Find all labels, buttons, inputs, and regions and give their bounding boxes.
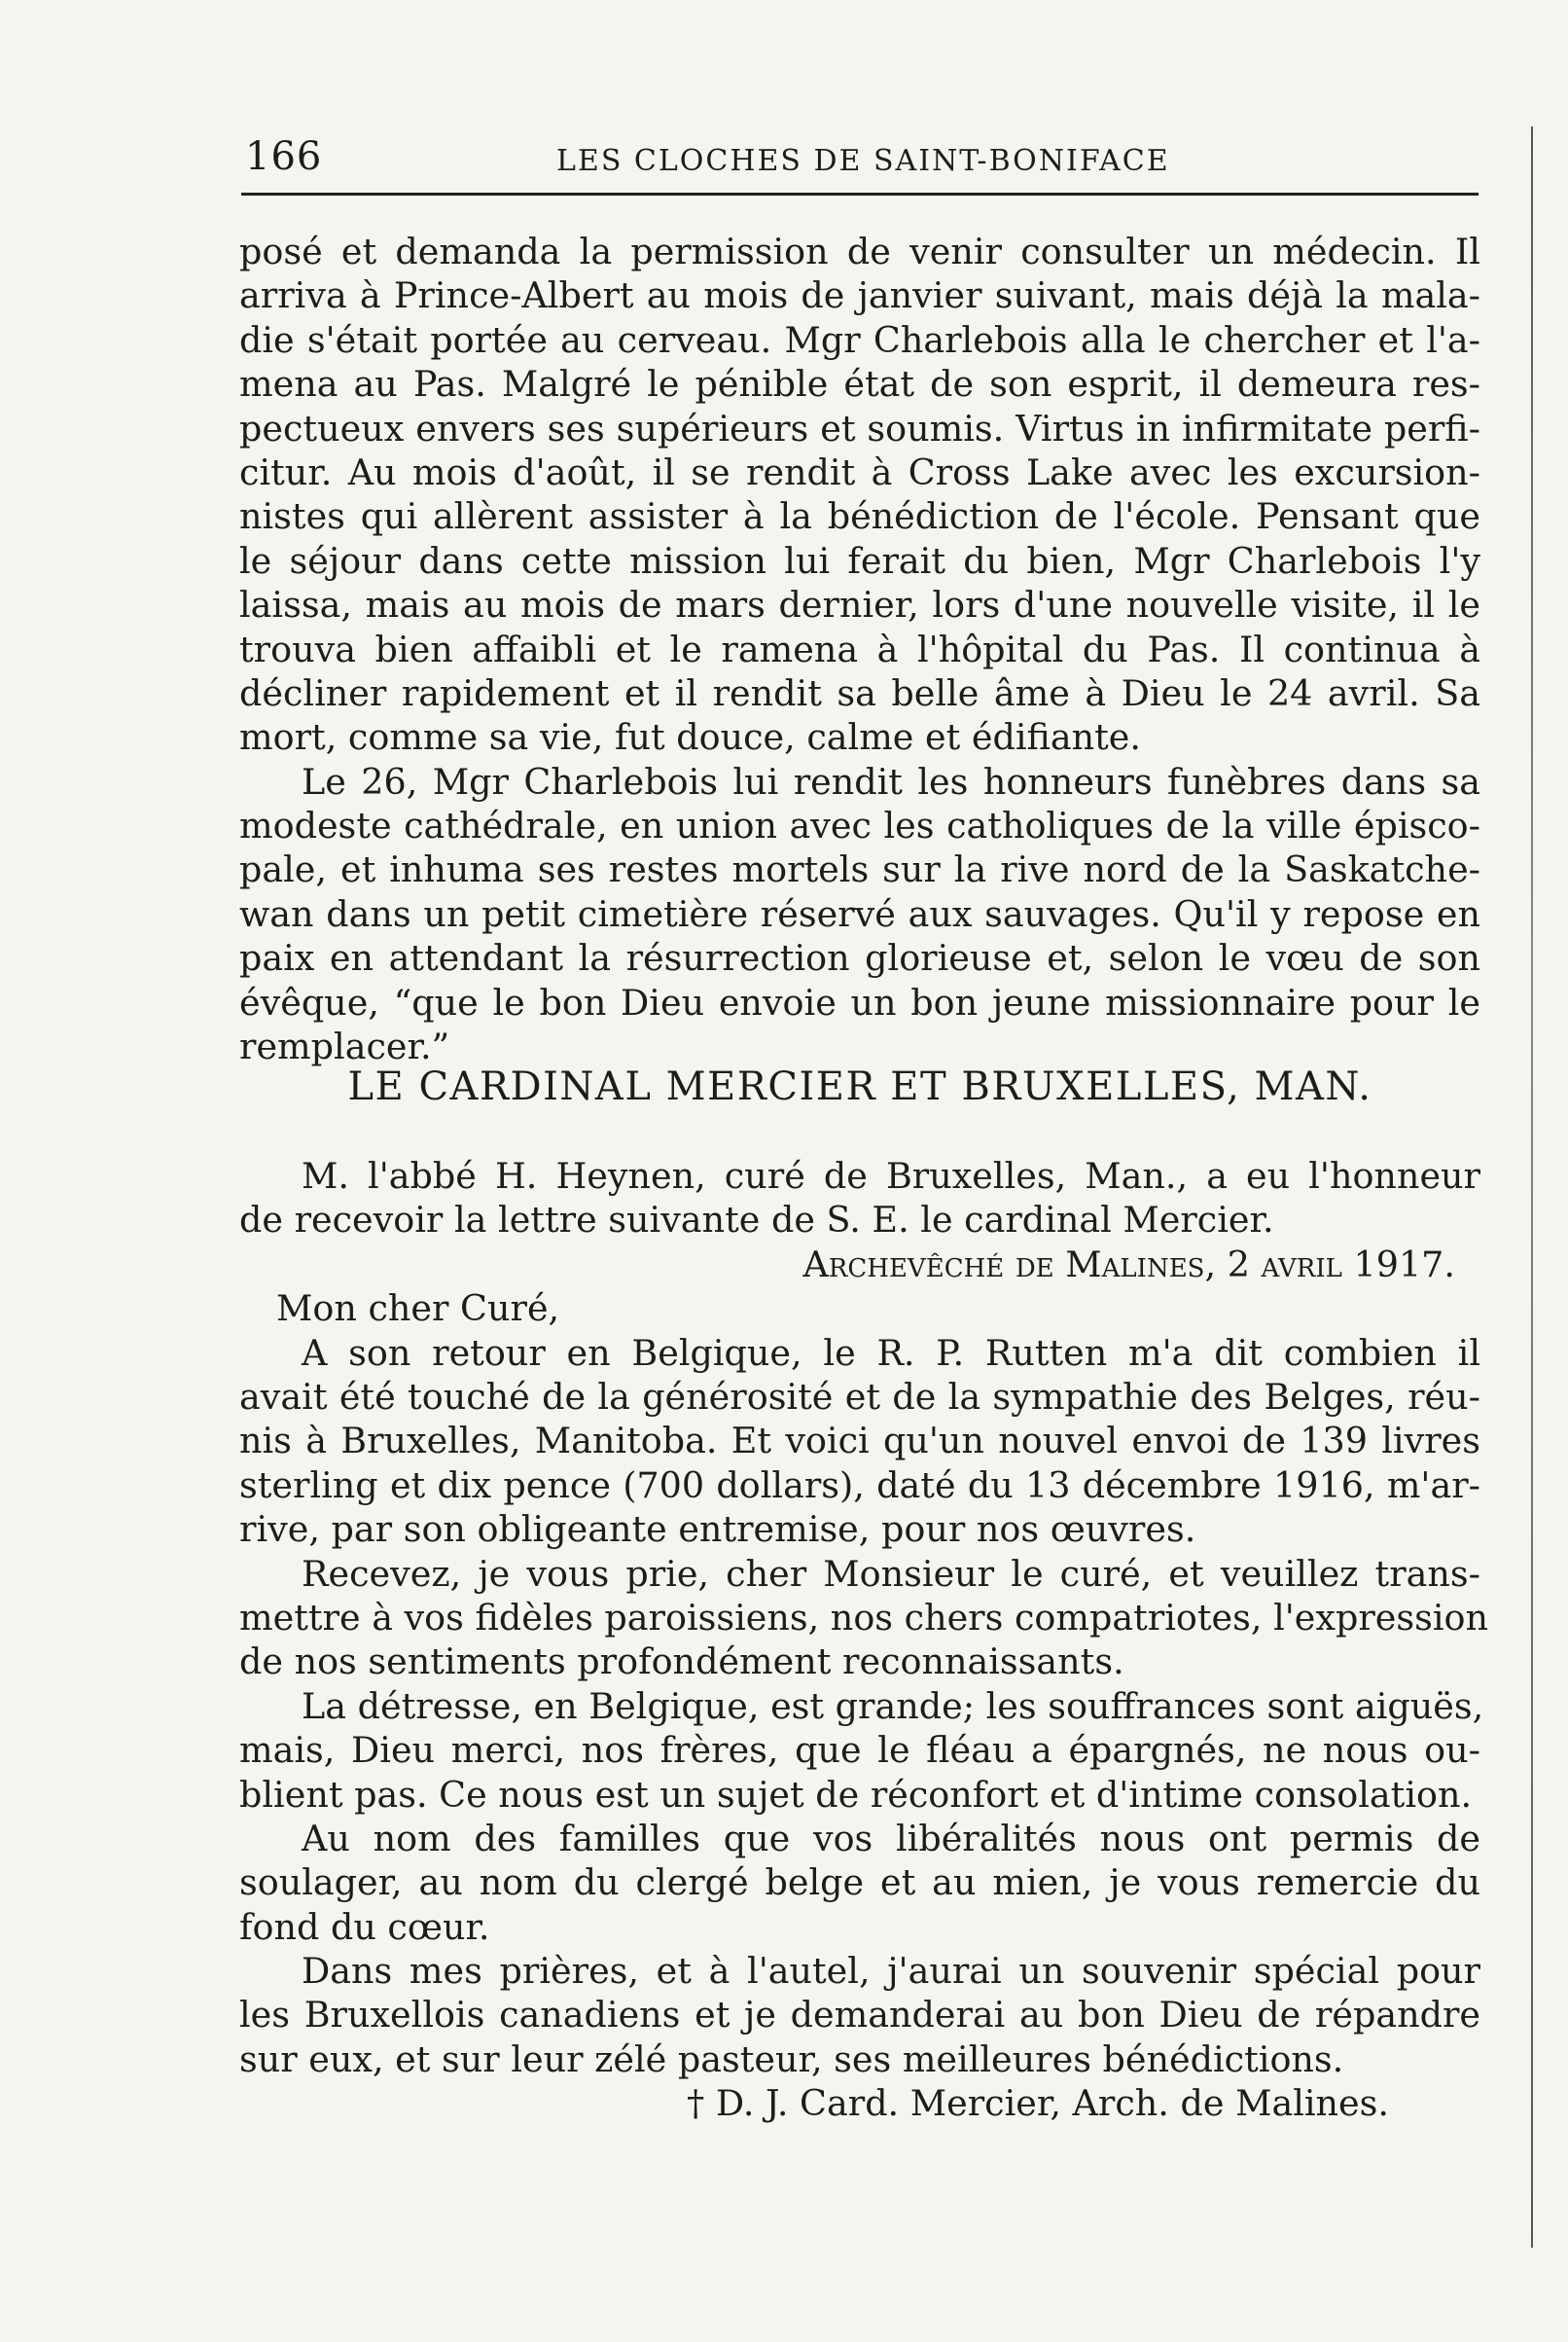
letter-body — [239, 1331, 1489, 2082]
text-line: nistes qui allèrent assister à la bénédiction de l'école. Pensant que — [239, 495, 1480, 538]
text-line: mort, comme sa vie, fut douce, calme et édifiante. — [239, 716, 1142, 759]
text-line: rive, par son obligeante entremise, pour nos œuvres. — [239, 1508, 1196, 1551]
text-line: trouva bien affaibli et le ramena à l'hôpital du Pas. Il continua à — [239, 628, 1480, 670]
letter-section — [239, 1154, 1489, 2126]
section-heading: LE CARDINAL MERCIER ET BRUXELLES, MAN. — [347, 1064, 1372, 1109]
page-edge-shadow — [1531, 126, 1533, 2248]
text-line: laissa, mais au mois de mars dernier, lors d'une nouvelle visite, il le — [239, 584, 1480, 627]
text-line: évêque, “que le bon Dieu envoie un bon jeune missionnaire pour le — [239, 981, 1480, 1024]
letter-paragraph — [239, 1817, 1480, 1949]
letter-signature: † D. J. Card. Mercier, Arch. de Malines. — [687, 2082, 1389, 2125]
text-line: le séjour dans cette mission lui ferait du bien, Mgr Charlebois l'y — [239, 539, 1480, 582]
text-line: de recevoir la lettre suivante de S. E. le cardinal Mercier. — [239, 1199, 1274, 1242]
text-line: modeste cathédrale, en union avec les catholiques de la ville épisco- — [239, 805, 1480, 847]
text-line: Recevez, je vous prie, cher Monsieur le curé, et veuillez trans- — [302, 1552, 1480, 1595]
text-line: die s'était portée au cerveau. Mgr Charlebois alla le chercher et l'a- — [239, 318, 1480, 361]
text-line: remplacer.” — [239, 1026, 450, 1068]
text-line: fond du cœur. — [239, 1905, 490, 1948]
text-line: citur. Au mois d'août, il se rendit à Cross Lake avec les excursion- — [239, 450, 1480, 493]
text-line: mais, Dieu merci, nos frères, que le fléau a épargnés, ne nous ou- — [239, 1729, 1480, 1772]
text-line: avait été touché de la générosité et de la sympathie des Belges, réu- — [239, 1375, 1480, 1418]
letter-paragraph — [239, 1684, 1484, 1817]
letter-paragraph — [239, 1552, 1489, 1684]
text-line: Dans mes prières, et à l'autel, j'aurai un souvenir spécial pour — [302, 1950, 1480, 1993]
text-line: pale, et inhuma ses restes mortels sur la rive nord de la Saskatche- — [239, 848, 1480, 891]
text-line: de nos sentiments profondément reconnaissants. — [239, 1640, 1124, 1683]
text-line: soulager, au nom du clergé belge et au mien, je vous remercie du — [239, 1861, 1480, 1904]
header-rule — [241, 193, 1479, 196]
text-line: sterling et dix pence (700 dollars), daté du 13 décembre 1916, m'ar- — [239, 1463, 1480, 1506]
page-header — [245, 134, 1479, 189]
letter-paragraph — [239, 1949, 1480, 2081]
text-line: pectueux envers ses supérieurs et soumis. Virtus in infirmitate perfi- — [239, 407, 1480, 450]
text-line: La détresse, en Belgique, est grande; les souffrances sont aiguës, — [302, 1684, 1484, 1727]
text-line: arriva à Prince-Albert au mois de janvier suivant, mais déjà la mala- — [239, 274, 1480, 317]
page-number: 166 — [245, 134, 323, 179]
letter-salutation: Mon cher Curé, — [276, 1287, 560, 1330]
paragraph — [239, 230, 1480, 760]
text-line: Le 26, Mgr Charlebois lui rendit les honneurs funèbres dans sa — [302, 760, 1480, 803]
text-line: sur eux, et sur leur zélé pasteur, ses meilleures bénédictions. — [239, 2037, 1344, 2080]
text-line: blient pas. Ce nous est un sujet de réconfort et d'intime consolation. — [239, 1773, 1473, 1816]
text-line: mettre à vos fidèles paroissiens, nos chers compatriotes, l'expression — [239, 1596, 1489, 1639]
text-line: posé et demanda la permission de venir consulter un médecin. Il — [239, 231, 1480, 272]
text-line: les Bruxellois canadiens et je demanderai au bon Dieu de répandre — [239, 1994, 1480, 2036]
running-head: LES CLOCHES DE SAINT-BONIFACE — [556, 144, 1170, 178]
text-line: paix en attendant la résurrection glorieuse et, selon le vœu de son — [239, 937, 1480, 980]
text-line: Au nom des familles que vos libéralités nous ont permis de — [302, 1817, 1480, 1859]
text-line: M. l'abbé H. Heynen, curé de Bruxelles, Man., a eu l'honneur — [302, 1155, 1480, 1197]
text-line: décliner rapidement et il rendit sa belle âme à Dieu le 24 avril. Sa — [239, 671, 1480, 714]
text-line: mena au Pas. Malgré le pénible état de son esprit, il demeura res- — [239, 363, 1480, 406]
letter-dateline: Archevêché de Malines, 2 avril 1917. — [802, 1243, 1455, 1285]
body-text-before-heading — [239, 230, 1480, 1068]
text-line: nis à Bruxelles, Manitoba. Et voici qu'un nouvel envoi de 139 livres — [239, 1420, 1480, 1462]
intro-paragraph — [239, 1154, 1480, 1243]
text-line: A son retour en Belgique, le R. P. Rutten m'a dit combien il — [302, 1331, 1480, 1374]
text-line: wan dans un petit cimetière réservé aux sauvages. Qu'il y repose en — [239, 892, 1480, 935]
paragraph — [239, 760, 1480, 1069]
letter-paragraph — [239, 1331, 1480, 1552]
